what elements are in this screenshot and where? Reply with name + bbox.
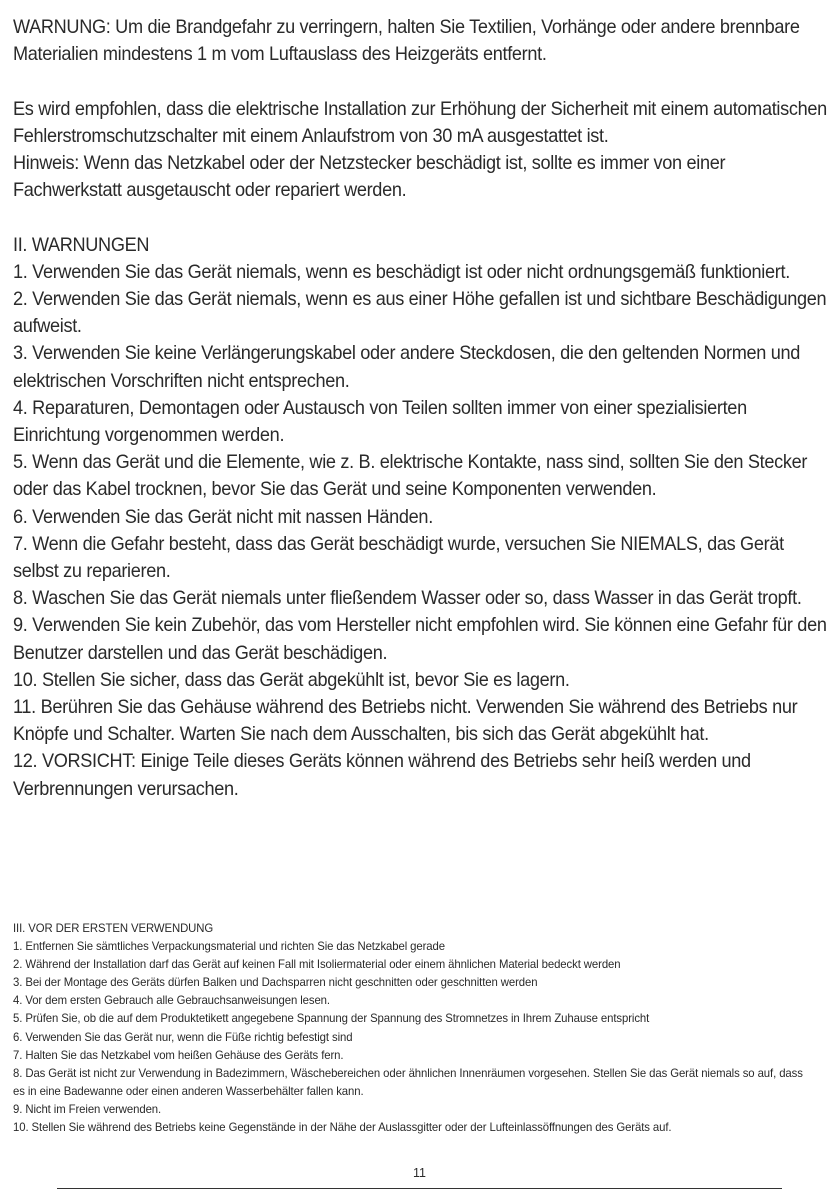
first-use-section	[13, 920, 829, 1137]
fire-warning-paragraph: WARNUNG: Um die Brandgefahr zu verringern, halten Sie Textilien, Vorhänge oder andere brennbare Materialien mindestens 1 m vom Luftauslass des Heizgeräts entfernt.	[13, 16, 800, 66]
warning-item: 10. Stellen Sie sicher, dass das Gerät abgekühlt ist, bevor Sie es lagern.	[13, 668, 570, 691]
paragraph-gap	[13, 204, 829, 231]
warning-item: 5. Wenn das Gerät und die Elemente, wie z. B. elektrische Kontakte, nass sind, sollten Sie den Stecker oder das Kabel trocknen, bevor Sie das Gerät und seine Komponenten verwenden.	[13, 451, 808, 501]
warning-item: 8. Waschen Sie das Gerät niemals unter fließendem Wasser oder so, dass Wasser in das Gerät tropft.	[13, 587, 802, 610]
main-text-block	[13, 14, 829, 803]
warning-item: 4. Reparaturen, Demontagen oder Austausch von Teilen sollten immer von einer spezialisierten Einrichtung vorgenommen werden.	[13, 396, 747, 447]
first-use-item: 1. Entfernen Sie sämtliches Verpackungsmaterial und richten Sie das Netzkabel gerade	[13, 940, 445, 954]
first-use-item: 5. Prüfen Sie, ob die auf dem Produktetikett angegebene Spannung der Spannung des Stromnetzes in Ihrem Zuhause entspricht	[13, 1012, 650, 1026]
power-cord-note: Hinweis: Wenn das Netzkabel oder der Netzstecker beschädigt ist, sollte es immer von einer Fachwerkstatt ausgetauscht oder repariert werden.	[13, 152, 726, 202]
first-use-item: 8. Das Gerät ist nicht zur Verwendung in Badezimmern, Wäschebereichen oder ähnlichen Innenräumen vorgesehen. Stellen Sie das Gerät niemals so auf, dass es in eine Badewanne oder einen anderen Wasserbehälter fallen kann.	[13, 1066, 803, 1098]
first-use-item: 2. Während der Installation darf das Gerät auf keinen Fall mit Isoliermaterial oder einem ähnlichen Material bedeckt werden	[13, 958, 621, 972]
warning-item: 11. Berühren Sie das Gehäuse während des Betriebs nicht. Verwenden Sie während des Betriebs nur Knöpfe und Schalter. Warten Sie nach dem Ausschalten, bis sich das Gerät abgekühlt hat.	[13, 696, 798, 746]
warning-item: 3. Verwenden Sie keine Verlängerungskabel oder andere Steckdosen, die den geltenden Normen und elektrischen Vorschriften nicht entsprechen.	[13, 342, 801, 392]
first-use-item: 7. Halten Sie das Netzkabel vom heißen Gehäuse des Geräts fern.	[13, 1048, 344, 1062]
first-use-item: 3. Bei der Montage des Geräts dürfen Balken und Dachsparren nicht geschnitten oder geschnitten werden	[13, 976, 538, 990]
first-use-heading: III. VOR DER ERSTEN VERWENDUNG	[13, 922, 214, 935]
warning-item: 1. Verwenden Sie das Gerät niemals, wenn es beschädigt ist oder nicht ordnungsgemäß funktioniert.	[13, 260, 790, 283]
warnings-heading: II. WARNUNGEN	[13, 233, 150, 256]
first-use-item: 6. Verwenden Sie das Gerät nur, wenn die Füße richtig befestigt sind	[13, 1030, 353, 1044]
warning-item: 7. Wenn die Gefahr besteht, dass das Gerät beschädigt wurde, versuchen Sie NIEMALS, das Gerät selbst zu reparieren.	[13, 532, 784, 583]
warning-item: 6. Verwenden Sie das Gerät nicht mit nassen Händen.	[13, 505, 433, 528]
paragraph-gap	[13, 68, 829, 95]
installation-paragraph: Es wird empfohlen, dass die elektrische Installation zur Erhöhung der Sicherheit mit einem automatischen Fehlerstromschutzschalter mit einem Anlaufstrom von 30 mA ausgestattet ist.	[13, 97, 827, 147]
first-use-item: 10. Stellen Sie während des Betriebs keine Gegenstände in der Nähe der Auslassgitter oder der Lufteinlassöffnungen des Geräts auf.	[13, 1121, 672, 1135]
first-use-item: 9. Nicht im Freien verwenden.	[13, 1102, 162, 1116]
footer-divider	[57, 1188, 782, 1189]
warning-item: 2. Verwenden Sie das Gerät niemals, wenn es aus einer Höhe gefallen ist und sichtbare Beschädigungen aufweist.	[13, 288, 827, 338]
manual-page	[13, 14, 829, 803]
first-use-item: 4. Vor dem ersten Gebrauch alle Gebrauchsanweisungen lesen.	[13, 994, 330, 1008]
warning-item: 9. Verwenden Sie kein Zubehör, das vom Hersteller nicht empfohlen wird. Sie können eine Gefahr für den Benutzer darstellen und das Gerät beschädigen.	[13, 614, 827, 664]
page-number: 11	[413, 1166, 426, 1180]
warning-item: 12. VORSICHT: Einige Teile dieses Geräts können während des Betriebs sehr heiß werden und Verbrennungen verursachen.	[13, 750, 751, 800]
